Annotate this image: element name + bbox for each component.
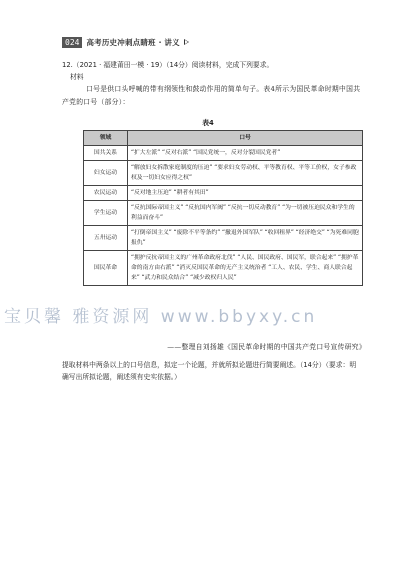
table-header-row (84, 131, 363, 146)
table-cell-field: 农民运动 (84, 186, 128, 201)
table-header-field: 领域 (84, 131, 128, 146)
table-cell-field: 国民革命 (84, 251, 128, 286)
table-row (84, 201, 363, 226)
table-cell-field: 国共关系 (84, 146, 128, 161)
watermark: 宝贝馨 雅资源网 www.bbyxy.cn (4, 307, 318, 327)
table-cell-field: 妇女运动 (84, 161, 128, 186)
source-citation: ——整理自刘扬雄《国民革命时期的中国共产党口号宣传研究》 (167, 343, 366, 351)
material-intro: 口号是供口头呼喊的带有纲领性和鼓动作用的简单句子。表4所示为国民革命时期中国共产党的口号（部分）： (62, 85, 361, 106)
material-label: 材料 (70, 73, 84, 81)
slogan-table (83, 130, 363, 286)
table-caption: 表4 (202, 119, 214, 127)
question-stem: 12.（2021 · 福建莆田一模 · 19）（14分）阅读材料，完成下列要求。 (62, 61, 274, 69)
table-row (84, 226, 363, 251)
table-cell-slogan: “拥护反抗帝国主义的广州革命政府北伐” “人民、国民政府、国民军，联合起来” “拥护革命的南方由右派” “消灭反国民革命的无产主义统治者 “工人、农民、学生、商人联合起来” “武力和民众结合” “减少政权归人民” (128, 251, 363, 286)
table-cell-field: 五卅运动 (84, 226, 128, 251)
task-requirement: 提取材料中两条以上的口号信息，拟定一个论题，并就所拟论题进行简要阐述。（14分）（要求：明确写出所拟论题，阐述须有史实依据。） (62, 361, 357, 381)
table-cell-slogan: “反对地主压迫” “耕者有其田” (128, 186, 363, 201)
table-row (84, 146, 363, 161)
table-row (84, 186, 363, 201)
table-cell-slogan: “打倒帝国主义” “废除不平等条约” “撤退外国军队” “收回租界” “经济绝交” “为死难同胞报仇” (128, 226, 363, 251)
table-cell-field: 学生运动 (84, 201, 128, 226)
page-header (62, 36, 189, 48)
header-title: 高考历史冲刺点睛班 · 讲义 (86, 37, 180, 47)
table-row (84, 161, 363, 186)
table-row (84, 251, 363, 286)
table-cell-slogan: “反抗国际帝国主义” “反抗国内军阀” “反抗一切反动教育” “为一切被压迫民众和学生的利益而奋斗” (128, 201, 363, 226)
table-cell-slogan: “扩大左派” “反对右派” “国民党统一，反对分裂国民党者” (128, 146, 363, 161)
table-header-slogan: 口号 (128, 131, 363, 146)
table-cell-slogan: “解放妇女拆散家庭制度的压迫” “要求妇女劳动权、平等教育权、平等工价权，女子参政权及一切妇女应得之权” (128, 161, 363, 186)
page-number: 024 (62, 37, 82, 48)
play-icon (184, 39, 189, 45)
